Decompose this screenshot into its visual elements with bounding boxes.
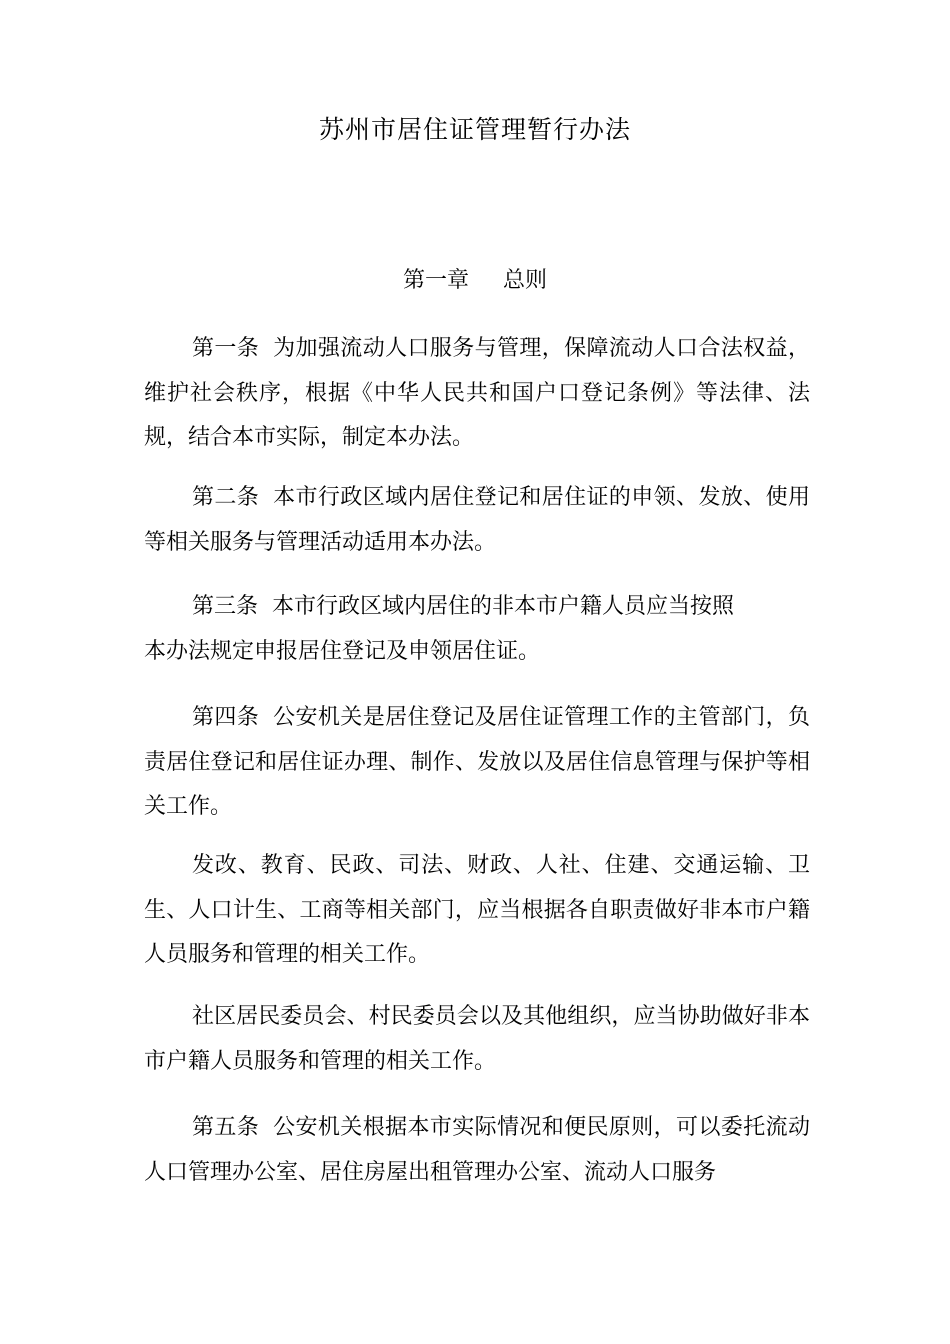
chapter-heading — [0, 263, 950, 299]
article-4-number: 第四条 — [192, 705, 260, 730]
article-3-text-line2: 本办法规定申报居住登记及申领居住证。 — [144, 638, 541, 664]
article-3-paragraph — [144, 585, 810, 674]
article-3-number: 第三条 — [192, 594, 259, 619]
article-4-text-2: 发改、教育、民政、司法、财政、人社、住建、交通运输、卫生、人口计生、工商等相关部门，应当根据各自职责做好非本市户籍人员服务和管理的相关工作。 — [144, 853, 810, 967]
article-4-text-3: 社区居民委员会、村民委员会以及其他组织，应当协助做好非本市户籍人员服务和管理的相关工作。 — [144, 1004, 810, 1074]
article-2-number: 第二条 — [192, 485, 260, 510]
article-5-text: 公安机关根据本市实际情况和便民原则，可以委托流动人口管理办公室、居住房屋出租管理办公室、流动人口服务 — [144, 1115, 810, 1185]
article-5-number: 第五条 — [192, 1115, 260, 1140]
article-5-paragraph — [144, 1106, 810, 1195]
document-title: 苏州市居住证管理暂行办法 — [318, 115, 631, 144]
chapter-number: 第一章 — [402, 268, 469, 293]
article-4-paragraph-2 — [144, 844, 810, 978]
article-1-text: 为加强流动人口服务与管理，保障流动人口合法权益，维护社会秩序，根据《中华人民共和国户口登记条例》等法律、法规，结合本市实际，制定本办法。 — [144, 336, 810, 450]
article-4-paragraph-3 — [144, 995, 810, 1084]
article-4-text: 公安机关是居住登记及居住证管理工作的主管部门，负责居住登记和居住证办理、制作、发放以及居住信息管理与保护等相关工作。 — [144, 705, 810, 819]
article-1-paragraph — [144, 327, 810, 461]
article-4-paragraph — [144, 696, 810, 830]
article-1-number: 第一条 — [192, 336, 260, 361]
article-3-text: 本市行政区域内居住的非本市户籍人员应当按照 — [272, 594, 735, 619]
article-2-text: 本市行政区域内居住登记和居住证的申领、发放、使用等相关服务与管理活动适用本办法。 — [144, 485, 810, 555]
chapter-name: 总则 — [503, 268, 548, 293]
article-2-paragraph — [144, 476, 810, 565]
